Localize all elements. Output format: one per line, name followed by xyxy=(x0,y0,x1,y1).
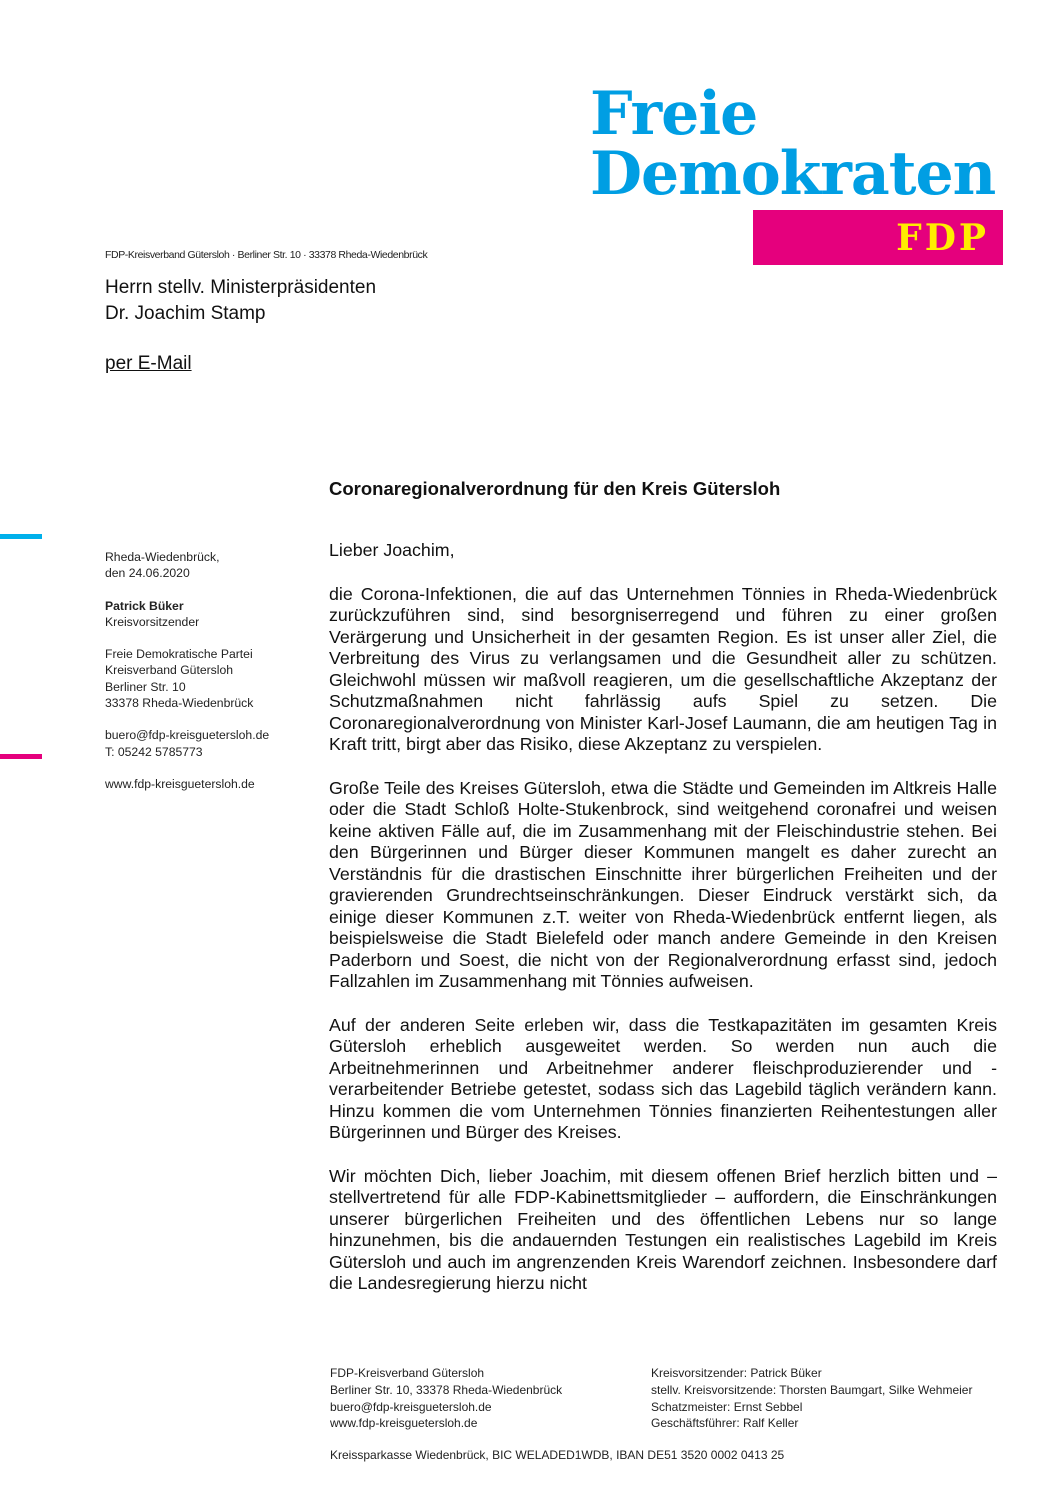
body-paragraph: Wir möchten Dich, lieber Joachim, mit diesem offenen Brief herzlich bitten und – stellvertretend für alle FDP-Kabinettsmitglieder – auffordern, die Einschränkungen unserer bürgerlichen Freiheiten und des öffentlichen Lebens nur so lange hinzunehmen, bis die andauernden Testungen ein realistisches Lagebild im Kreis Gütersloh und auch im angrenzenden Kreis Warendorf zeichnen. Insbesondere darf die Landesregierung hierzu nicht xyxy=(329,1165,997,1293)
footer-street: Berliner Str. 10, 33378 Rheda-Wiedenbrück xyxy=(330,1382,563,1397)
recipient-title: Herrn stellv. Ministerpräsidenten xyxy=(105,277,377,298)
contact-block xyxy=(105,727,269,760)
delivery-method: per E-Mail xyxy=(105,353,192,374)
logo-fdp-text: FDP xyxy=(896,217,989,259)
org-city: 33378 Rheda-Wiedenbrück xyxy=(105,696,254,711)
contact-website[interactable]: www.fdp-kreisguetersloh.de xyxy=(105,776,255,791)
footer-chair: Kreisvorsitzender: Patrick Büker xyxy=(651,1366,822,1380)
fold-mark-blue xyxy=(0,534,42,539)
letter-body xyxy=(329,540,997,1317)
website-block xyxy=(105,776,269,792)
sender-address-line: FDP-Kreisverband Gütersloh · Berliner Str. 10 · 33378 Rheda-Wiedenbrück xyxy=(105,249,428,261)
footer-vice-chairs: stellv. Kreisvorsitzende: Thorsten Baumgart, Silke Wehmeier xyxy=(651,1382,973,1397)
place-date-block xyxy=(105,549,269,582)
org-unit: Kreisverband Gütersloh xyxy=(105,663,234,678)
fold-mark-pink xyxy=(0,754,42,759)
place: Rheda-Wiedenbrück, xyxy=(105,550,220,564)
org-name: Freie Demokratische Partei xyxy=(105,647,253,662)
logo-fdp-badge xyxy=(753,210,1003,265)
date: den 24.06.2020 xyxy=(105,566,190,581)
footer-email[interactable]: buero@fdp-kreisguetersloh.de xyxy=(330,1399,492,1414)
footer-bank-details: Kreissparkasse Wiedenbrück, BIC WELADED1WDB, IBAN DE51 3520 0002 0413 25 xyxy=(330,1448,785,1462)
footer-board xyxy=(651,1365,972,1432)
body-paragraph: die Corona-Infektionen, die auf das Unternehmen Tönnies in Rheda-Wiedenbrück zurückzuführen sind, sind besorgniserregend und führen zu einer großen Verärgerung und Unsicherheit in der gesamten Region. Es ist unser aller Ziel, die Verbreitung des Virus zu verlangsamen und die Gesundheit aller zu schützen. Gleichwohl müssen wir maßvoll reagieren, um die gesellschaftliche Akzeptanz der Schutzmaßnahmen nicht fahrlässig aufs Spiel zu setzen. Die Coronaregionalverordnung von Minister Karl-Josef Laumann, die am heutigen Tag in Kraft tritt, birgt aber das Risiko, diese Akzeptanz zu verspielen. xyxy=(329,583,997,754)
author-block xyxy=(105,598,269,631)
body-paragraph: Auf der anderen Seite erleben wir, dass die Testkapazitäten im gesamten Kreis Gütersloh erheblich ausgeweitet werden. So werden nun auch die Arbeitnehmerinnen und Arbeitnehmer anderer fleischproduzierender und -verarbeitender Betriebe getestet, sodass sich das Lagebild täglich verändern kann. Hinzu kommen die vom Unternehmen Tönnies finanzierten Reihentestungen aller Bürgerinnen und Bürger des Kreises. xyxy=(329,1014,997,1142)
body-paragraph: Große Teile des Kreises Gütersloh, etwa die Städte und Gemeinden im Altkreis Halle oder die Stadt Schloß Holte-Stukenbrock, sind weitgehend coronafrei und weisen keine aktiven Fälle auf, die im Zusammenhang mit der Fleischindustrie stehen. Bei den Bürgerinnen und Bürger dieser Kommunen mangelt es daher zurecht an Verständnis für die drastischen Einschnitte ihrer bürgerlichen Freiheiten und der gravierenden Grundrechtseinschränkungen. Dieser Eindruck verstärkt sich, da einige dieser Kommunen z.T. weiter von Rheda-Wiedenbrück entfernt liegen, als beispielsweise die Stadt Bielefeld oder manch andere Gemeinde in den Kreisen Paderborn und Soest, die nicht von der Regionalverordnung erfasst sind, jedoch Fallzahlen im Zusammenhang mit Tönnies aufweisen. xyxy=(329,777,997,991)
footer-treasurer: Schatzmeister: Ernst Sebbel xyxy=(651,1399,803,1414)
org-street: Berliner Str. 10 xyxy=(105,679,186,694)
sender-info-sidebar xyxy=(105,549,269,808)
footer-address xyxy=(330,1365,562,1432)
organization-block xyxy=(105,646,269,711)
contact-phone: T: 05242 5785773 xyxy=(105,744,203,759)
author-name: Patrick Büker xyxy=(105,598,184,613)
footer-org: FDP-Kreisverband Gütersloh xyxy=(330,1366,485,1380)
logo-text-freie: Freie xyxy=(590,79,758,149)
recipient-name: Dr. Joachim Stamp xyxy=(105,303,266,324)
footer-manager: Geschäftsführer: Ralf Keller xyxy=(651,1416,799,1431)
contact-email[interactable]: buero@fdp-kreisguetersloh.de xyxy=(105,728,270,743)
letter-subject: Coronaregionalverordnung für den Kreis Gütersloh xyxy=(329,478,781,499)
footer-website[interactable]: www.fdp-kreisguetersloh.de xyxy=(330,1416,478,1431)
salutation: Lieber Joachim, xyxy=(329,540,455,560)
logo-text-demokraten: Demokraten xyxy=(590,139,996,209)
author-role: Kreisvorsitzender xyxy=(105,614,200,629)
